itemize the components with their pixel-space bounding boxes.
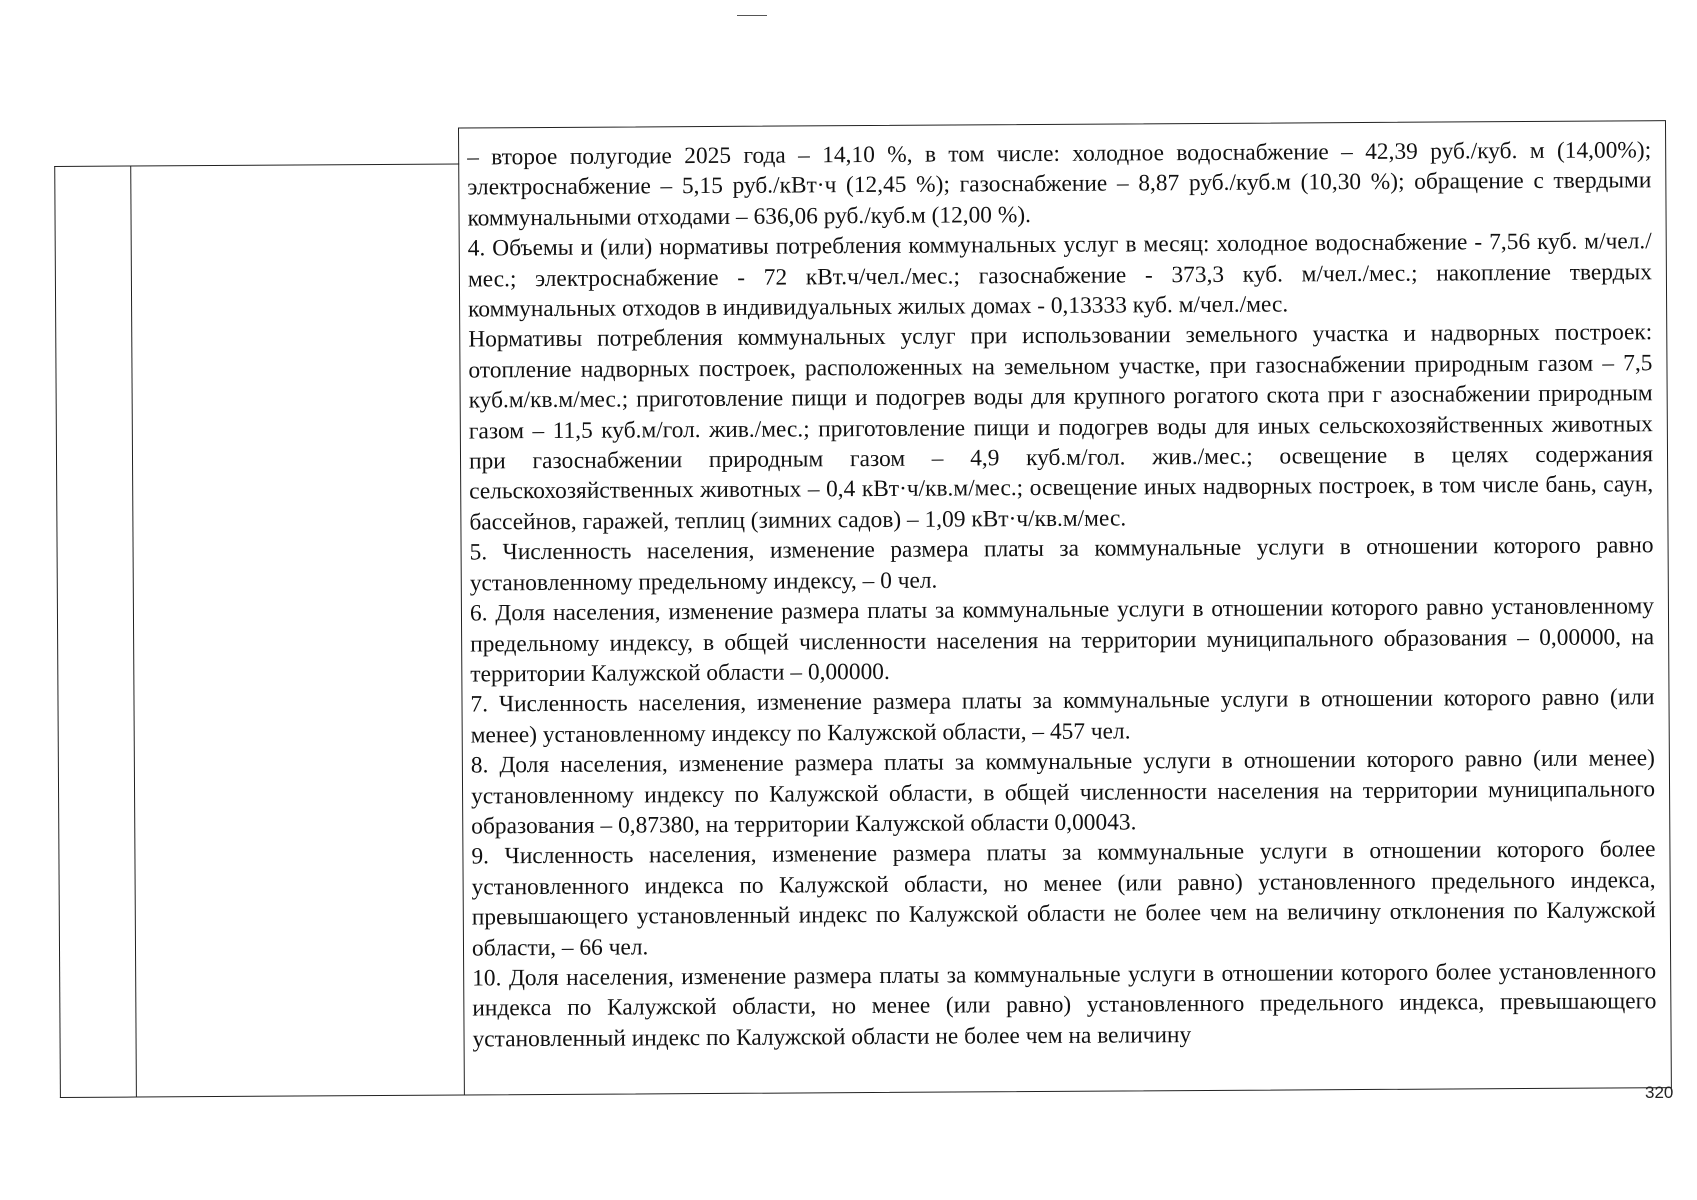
paragraph-item-6: 6. Доля населения, изменение размера платы за коммунальные услуги в отношении которого равно установленному предельному индексу, в общей численности населения на территории муниципального образования – 0,00000, на территории Калужской области – 0,00000. [469,593,1655,688]
paragraph-item-8: 8. Доля населения, изменение размера платы за коммунальные услуги в отношении которого равно (или менее) установленному индексу по Калужской области, в общей численности населения на территории муниципального образования – 0,87380, на территории Калужской области 0,00043. [470,745,1656,840]
top-scan-mark [737,15,767,16]
table-column-number [54,166,137,1098]
paragraph-item-4: 4. Объемы и (или) нормативы потребления коммунальных услуг в месяц: холодное водоснабжение - 7,56 куб. м/чел./мес.; электроснабжение - 72 кВт.ч/чел./мес.; газоснабжение - 373,3 куб. м/чел./мес.; накопление твердых коммунальных отходов в индивидуальных жилых домах - 0,13333 куб. м/чел./мес. [467,228,1652,323]
paragraph-item-5: 5. Численность населения, изменение размера платы за коммунальные услуги в отношении которого равно установленному предельному индексу, – 0 чел. [469,532,1654,597]
paragraph-item-10: 10. Доля населения, изменение размера платы за коммунальные услуги в отношении которого более установленного индекса по Калужской области, но менее (или равно) установленного предельного индекса, превышающего установленный индекс по Калужской области не более чем на величину [472,958,1657,1053]
paragraph-item-7: 7. Численность населения, изменение размера платы за коммунальные услуги в отношении которого равно (или менее) установленному индексу по Калужской области, – 457 чел. [470,684,1655,749]
page-number: 320 [1645,1083,1674,1102]
table-column-content [458,120,1672,1095]
paragraph-second-half-2025: – второе полугодие 2025 года – 14,10 %, в том числе: холодное водоснабжение – 42,39 руб./куб. м (14,00%); электроснабжение – 5,15 руб./кВт·ч (12,45 %); газоснабжение – 8,87 руб./куб.м (10,30 %); обращение с твердыми коммунальными отходами – 636,06 руб./куб.м (12,00 %). [467,137,1652,232]
paragraph-land-norms: Нормативы потребления коммунальных услуг при использовании земельного участка и надворных построек: отопление надворных построек, расположенных на земельном участке, при газоснабжении природным газом – 7,5 куб.м/кв.м/мес.; приготовление пищи и подогрев воды для крупного рогатого скота при г азоснабжении природным газом – 11,5 куб.м/гол. жив./мес.; приготовление пищи и подогрев воды для иных сельскохозяйственных животных при газоснабжении природным газом – 4,9 куб.м/гол. жив./мес.; освещение в целях содержания сельскохозяйственных животных – 0,4 кВт·ч/кв.м/мес.; освещение иных надворных построек, в том числе бань, саун, бассейнов, гаражей, теплиц (зимних садов) – 1,09 кВт·ч/кв.м/мес. [468,319,1654,536]
table-column-name [130,164,465,1098]
paragraph-item-9: 9. Численность населения, изменение размера платы за коммунальные услуги в отношении которого более установленного индекса по Калужской области, но менее (или равно) установленного предельного индекса, превышающего установленный индекс по Калужской области не более чем на величину отклонения по Калужской области, – 66 чел. [471,836,1656,962]
document-table [54,120,1672,1098]
